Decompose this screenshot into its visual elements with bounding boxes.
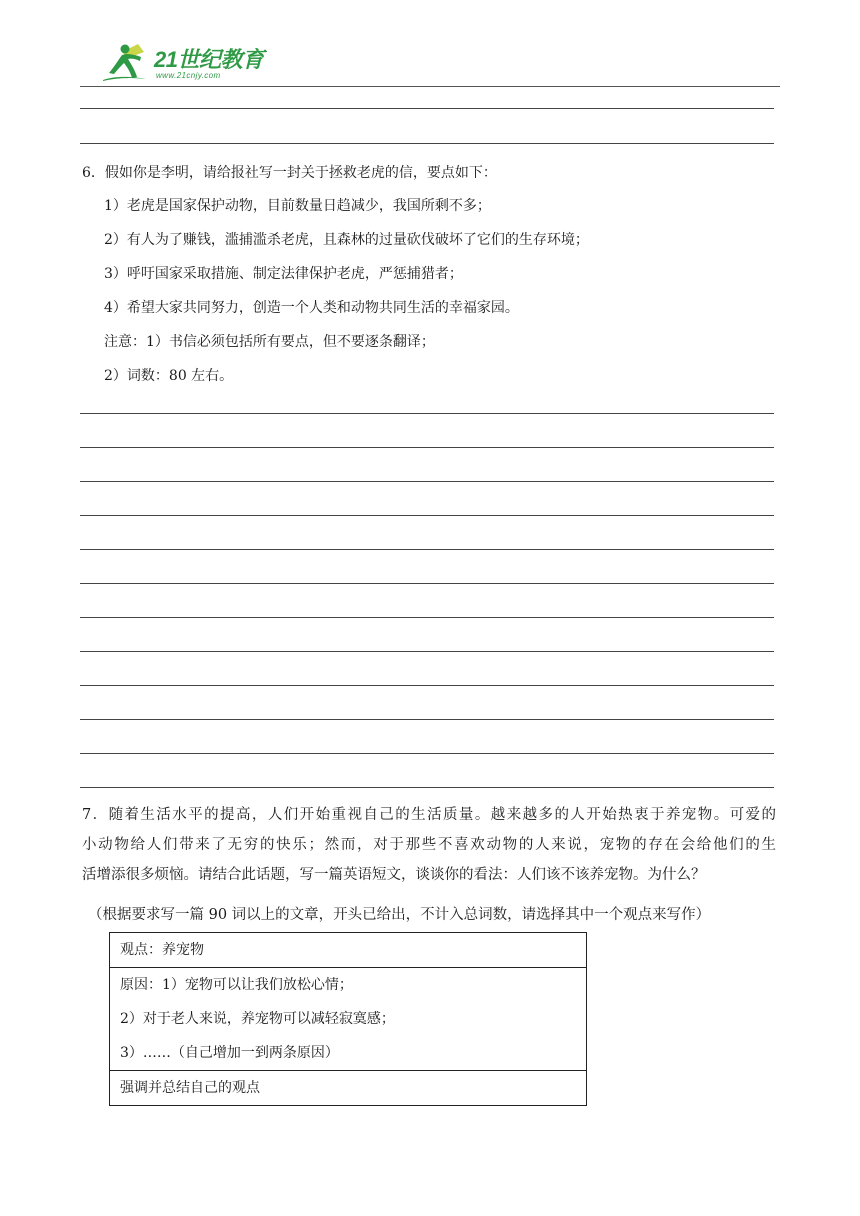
answer-line <box>80 651 774 652</box>
viewpoint-cell <box>110 933 587 968</box>
question-6-prompt: 6．假如你是李明，请给报社写一封关于拯救老虎的信，要点如下： <box>82 165 497 181</box>
answer-line <box>80 685 774 686</box>
conclusion-text: 强调并总结自己的观点 <box>120 1080 260 1096</box>
question-6-point-4: 4）希望大家共同努力，创造一个人类和动物共同生活的幸福家园。 <box>104 300 519 316</box>
answer-line <box>80 447 774 448</box>
answer-line <box>80 143 774 144</box>
logo-url: www.21cnjy.com <box>156 71 221 80</box>
answer-line <box>80 108 774 109</box>
answer-line <box>80 515 774 516</box>
reason-line-1: 原因：1）宠物可以让我们放松心情； <box>120 977 353 993</box>
answer-line <box>80 549 774 550</box>
question-7-line-1: 7．随着生活水平的提高，人们开始重视自己的生活质量。越来越多的人开始热衷于养宠物。可爱的 <box>82 807 776 823</box>
question-7-line-2: 小动物给人们带来了无穷的快乐；然而，对于那些不喜欢动物的人来说，宠物的存在会给他们的生 <box>82 837 776 853</box>
viewpoint-text: 观点：养宠物 <box>120 942 204 958</box>
question-6-point-3: 3）呼吁国家采取措施、制定法律保护老虎，严惩捕猎者； <box>104 266 463 282</box>
question-7-note: （根据要求写一篇 90 词以上的文章，开头已给出，不计入总词数，请选择其中一个观点来写作） <box>88 907 711 923</box>
question-7-prompt <box>82 800 776 890</box>
question-6-note-2: 2）词数：80 左右。 <box>104 368 234 384</box>
runner-logo-icon <box>100 40 156 84</box>
question-6-note-1: 注意：1）书信必须包括所有要点，但不要逐条翻译； <box>104 334 435 350</box>
answer-line <box>80 583 774 584</box>
logo-title: 21世纪教育 <box>154 47 264 72</box>
answer-line <box>80 719 774 720</box>
table-row <box>110 1071 587 1106</box>
answer-line <box>80 787 774 788</box>
conclusion-cell <box>110 1071 587 1106</box>
answer-line <box>80 617 774 618</box>
reason-line-3: 3）……（自己增加一到两条原因） <box>120 1045 339 1061</box>
logo <box>100 40 280 86</box>
table-row <box>110 968 587 1071</box>
answer-line <box>80 413 774 414</box>
question-7-line-3: 活增添很多烦恼。请结合此话题，写一篇英语短文，谈谈你的看法：人们该不该养宠物。为什么？ <box>82 867 706 883</box>
reason-line-2: 2）对于老人来说，养宠物可以减轻寂寞感； <box>120 1011 395 1027</box>
header-rule <box>80 86 780 87</box>
answer-line <box>80 753 774 754</box>
outline-table <box>109 932 587 1106</box>
answer-line <box>80 481 774 482</box>
reasons-cell <box>110 968 587 1071</box>
question-6-point-2: 2）有人为了赚钱，滥捕滥杀老虎，且森林的过量砍伐破坏了它们的生存环境； <box>104 232 589 248</box>
table-row <box>110 933 587 968</box>
question-6-point-1: 1）老虎是国家保护动物，目前数量日趋减少，我国所剩不多； <box>104 198 491 214</box>
